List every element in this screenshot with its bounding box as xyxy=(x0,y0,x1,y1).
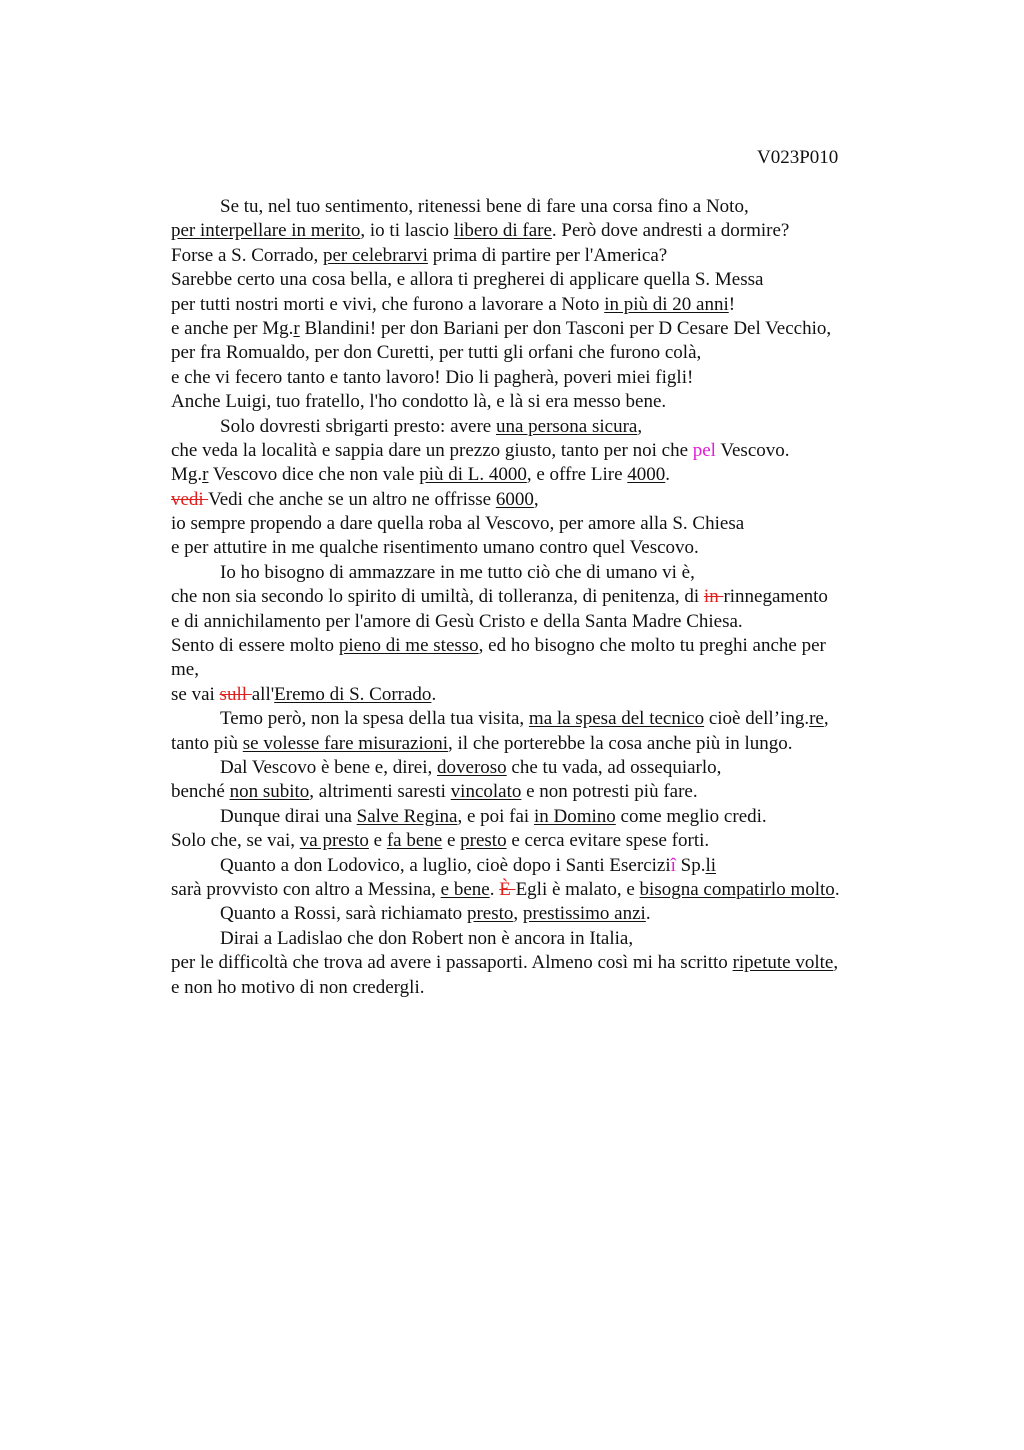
text-segment: , altrimenti saresti xyxy=(309,781,451,803)
underlined-text: 4000 xyxy=(627,464,666,486)
text-segment: Mg. xyxy=(171,464,203,486)
text-line xyxy=(171,780,911,804)
text-segment: , ed ho bisogno che molto tu preghi anche per xyxy=(478,635,826,657)
text-line xyxy=(171,488,911,512)
text-line xyxy=(171,415,911,439)
underlined-text: se volesse fare misurazioni xyxy=(242,732,449,754)
text-segment: e xyxy=(368,830,387,852)
text-segment: , xyxy=(833,952,839,974)
underlined-text: re xyxy=(809,708,824,730)
text-segment: sarà provvisto con altro a Messina, xyxy=(171,878,441,900)
underlined-text: pieno di me stesso xyxy=(338,635,479,657)
text-segment: . xyxy=(431,683,437,705)
underlined-text: r xyxy=(202,464,209,486)
underlined-text: una persona sicura xyxy=(495,415,638,437)
text-line xyxy=(171,439,911,463)
text-line xyxy=(171,293,911,317)
text-segment: Vedi che anche se un altro ne offrisse xyxy=(208,488,496,510)
underlined-text: ripetute volte xyxy=(732,952,834,974)
text-segment: , xyxy=(823,708,829,730)
text-segment: Vescovo. xyxy=(715,439,790,461)
text-segment: cioè dell’ing. xyxy=(704,708,810,730)
text-segment: , xyxy=(533,488,539,510)
text-line xyxy=(171,536,911,560)
text-segment: e per attutire in me qualche risentimento umano contro quel Vescovo. xyxy=(171,537,699,559)
text-segment: Forse a S. Corrado, xyxy=(171,244,323,266)
text-line xyxy=(171,390,911,414)
text-segment: e non potresti più fare. xyxy=(521,781,698,803)
text-segment: , e offre Lire xyxy=(526,464,628,486)
text-segment: e non ho motivo di non credergli. xyxy=(171,976,425,998)
text-line xyxy=(171,976,911,1000)
text-segment: ! xyxy=(728,293,736,315)
underlined-text: Salve Regina xyxy=(356,805,458,827)
text-line xyxy=(171,244,911,268)
underlined-text: 6000 xyxy=(495,488,534,510)
text-line xyxy=(171,732,911,756)
underlined-text: ma la spesa del tecnico xyxy=(528,708,705,730)
text-segment: benché xyxy=(171,781,230,803)
text-segment: come meglio credi. xyxy=(615,805,767,827)
text-line xyxy=(171,927,911,951)
underlined-text: r xyxy=(293,317,300,339)
deleted-text: È xyxy=(499,878,516,900)
underlined-text: più di L. 4000 xyxy=(419,464,527,486)
text-segment: tanto più xyxy=(171,732,243,754)
text-line xyxy=(171,878,911,902)
underlined-text: va presto xyxy=(299,830,369,852)
text-line xyxy=(171,854,911,878)
text-segment: e anche per Mg. xyxy=(171,317,294,339)
text-segment: , xyxy=(513,903,523,925)
text-line xyxy=(171,610,911,634)
text-segment: , il che porterebbe la cosa anche più in lungo. xyxy=(448,732,793,754)
underlined-text: in Domino xyxy=(533,805,616,827)
deleted-text: in xyxy=(703,586,724,608)
text-segment: e che vi fecero tanto e tanto lavoro! Dio li pagherà, poveri miei figli! xyxy=(171,366,694,388)
underlined-text: prestissimo anzi xyxy=(522,903,646,925)
text-line xyxy=(171,829,911,853)
text-segment: Quanto a Rossi, sarà richiamato xyxy=(220,903,467,925)
text-segment: . xyxy=(665,464,671,486)
text-segment: , xyxy=(637,415,643,437)
text-segment: Vescovo dice che non vale xyxy=(208,464,420,486)
text-line xyxy=(171,268,911,292)
text-segment: e di annichilamento per l'amore di Gesù Cristo e della Santa Madre Chiesa. xyxy=(171,610,743,632)
text-segment: Quanto a don Lodovico, a luglio, cioè dopo i Santi Esercizi xyxy=(220,854,671,876)
text-segment: Dirai a Ladislao che don Robert non è ancora in Italia, xyxy=(220,927,634,949)
text-segment: e cerca evitare spese forti. xyxy=(506,830,710,852)
text-segment: Io ho bisogno di ammazzare in me tutto ciò che di umano vi è, xyxy=(220,561,695,583)
text-line xyxy=(171,658,911,682)
reference-code: V023P010 xyxy=(757,147,839,168)
text-line xyxy=(171,463,911,487)
text-segment: io sempre propendo a dare quella roba al Vescovo, per amore alla S. Chiesa xyxy=(171,513,745,535)
underlined-text: presto xyxy=(460,830,507,852)
text-segment: Anche Luigi, tuo fratello, l'ho condotto là, e là si era messo bene. xyxy=(171,391,667,413)
text-line xyxy=(171,512,911,536)
highlighted-text: î xyxy=(670,854,676,876)
text-segment: per le difficoltà che trova ad avere i passaporti. Almeno così mi ha scritto xyxy=(171,952,733,974)
text-line xyxy=(171,951,911,975)
text-segment: che non sia secondo lo spirito di umiltà, di tolleranza, di penitenza, di xyxy=(171,586,704,608)
underlined-text: per celebrarvi xyxy=(322,244,428,266)
underlined-text: doveroso xyxy=(437,756,507,778)
underlined-text: e bene xyxy=(440,878,490,900)
underlined-text: Eremo di S. Corrado xyxy=(274,683,432,705)
underlined-text: li xyxy=(705,854,717,876)
text-segment: Se tu, nel tuo sentimento, ritenessi bene di fare una corsa fino a Noto, xyxy=(220,196,749,217)
text-segment: che veda la località e sappia dare un prezzo giusto, tanto per noi che xyxy=(171,439,693,461)
text-segment: . xyxy=(489,878,500,900)
text-segment: Solo dovresti sbrigarti presto: avere xyxy=(220,415,496,437)
text-line xyxy=(171,585,911,609)
underlined-text: non subito xyxy=(229,781,310,803)
text-line xyxy=(171,317,911,341)
text-line xyxy=(171,195,911,219)
underlined-text: per interpellare in merito xyxy=(171,220,361,242)
deleted-text: vedi xyxy=(171,488,209,510)
letter-body xyxy=(171,195,911,1000)
highlighted-text: pel xyxy=(692,439,716,461)
text-line xyxy=(171,341,911,365)
text-line xyxy=(171,366,911,390)
text-segment: all' xyxy=(251,683,275,705)
text-segment: e xyxy=(442,830,461,852)
text-segment: Egli è malato, e xyxy=(515,878,640,900)
text-segment: Dunque dirai una xyxy=(220,805,357,827)
text-line xyxy=(171,756,911,780)
text-line xyxy=(171,707,911,731)
text-segment: Dal Vescovo è bene e, direi, xyxy=(220,756,438,778)
text-segment: prima di partire per l'America? xyxy=(427,244,668,266)
text-segment: per tutti nostri morti e vivi, che furono a lavorare a Noto xyxy=(171,293,605,315)
text-line xyxy=(171,683,911,707)
deleted-text: sull xyxy=(219,683,252,705)
text-segment: . xyxy=(645,903,651,925)
underlined-text: in più di 20 anni xyxy=(604,293,729,315)
underlined-text: vincolato xyxy=(450,781,522,803)
text-line xyxy=(171,561,911,585)
text-segment: , io ti lascio xyxy=(360,220,454,242)
text-segment: me, xyxy=(171,659,199,681)
text-segment: Sp. xyxy=(675,854,706,876)
text-segment: Blandini! per don Bariani per don Tasconi per D Cesare Del Vecchio, xyxy=(299,317,832,339)
text-line xyxy=(171,902,911,926)
text-line xyxy=(171,219,911,243)
text-segment: . Però dove andresti a dormire? xyxy=(551,220,790,242)
underlined-text: libero di fare xyxy=(453,220,552,242)
underlined-text: bisogna compatirlo molto xyxy=(639,878,835,900)
text-segment: per fra Romualdo, per don Curetti, per tutti gli orfani che furono colà, xyxy=(171,342,702,364)
underlined-text: fa bene xyxy=(386,830,443,852)
text-segment: se vai xyxy=(171,683,220,705)
text-line xyxy=(171,634,911,658)
text-segment: Solo che, se vai, xyxy=(171,830,300,852)
text-segment: Sento di essere molto xyxy=(171,635,339,657)
underlined-text: presto xyxy=(466,903,514,925)
text-segment: Temo però, non la spesa della tua visita, xyxy=(220,708,529,730)
text-line xyxy=(171,805,911,829)
text-segment: che tu vada, ad ossequiarlo, xyxy=(506,756,722,778)
text-segment: , e poi fai xyxy=(457,805,534,827)
text-segment: . xyxy=(834,878,840,900)
text-segment: Sarebbe certo una cosa bella, e allora ti pregherei di applicare quella S. Messa xyxy=(171,269,764,291)
text-segment: rinnegamento xyxy=(723,586,828,608)
